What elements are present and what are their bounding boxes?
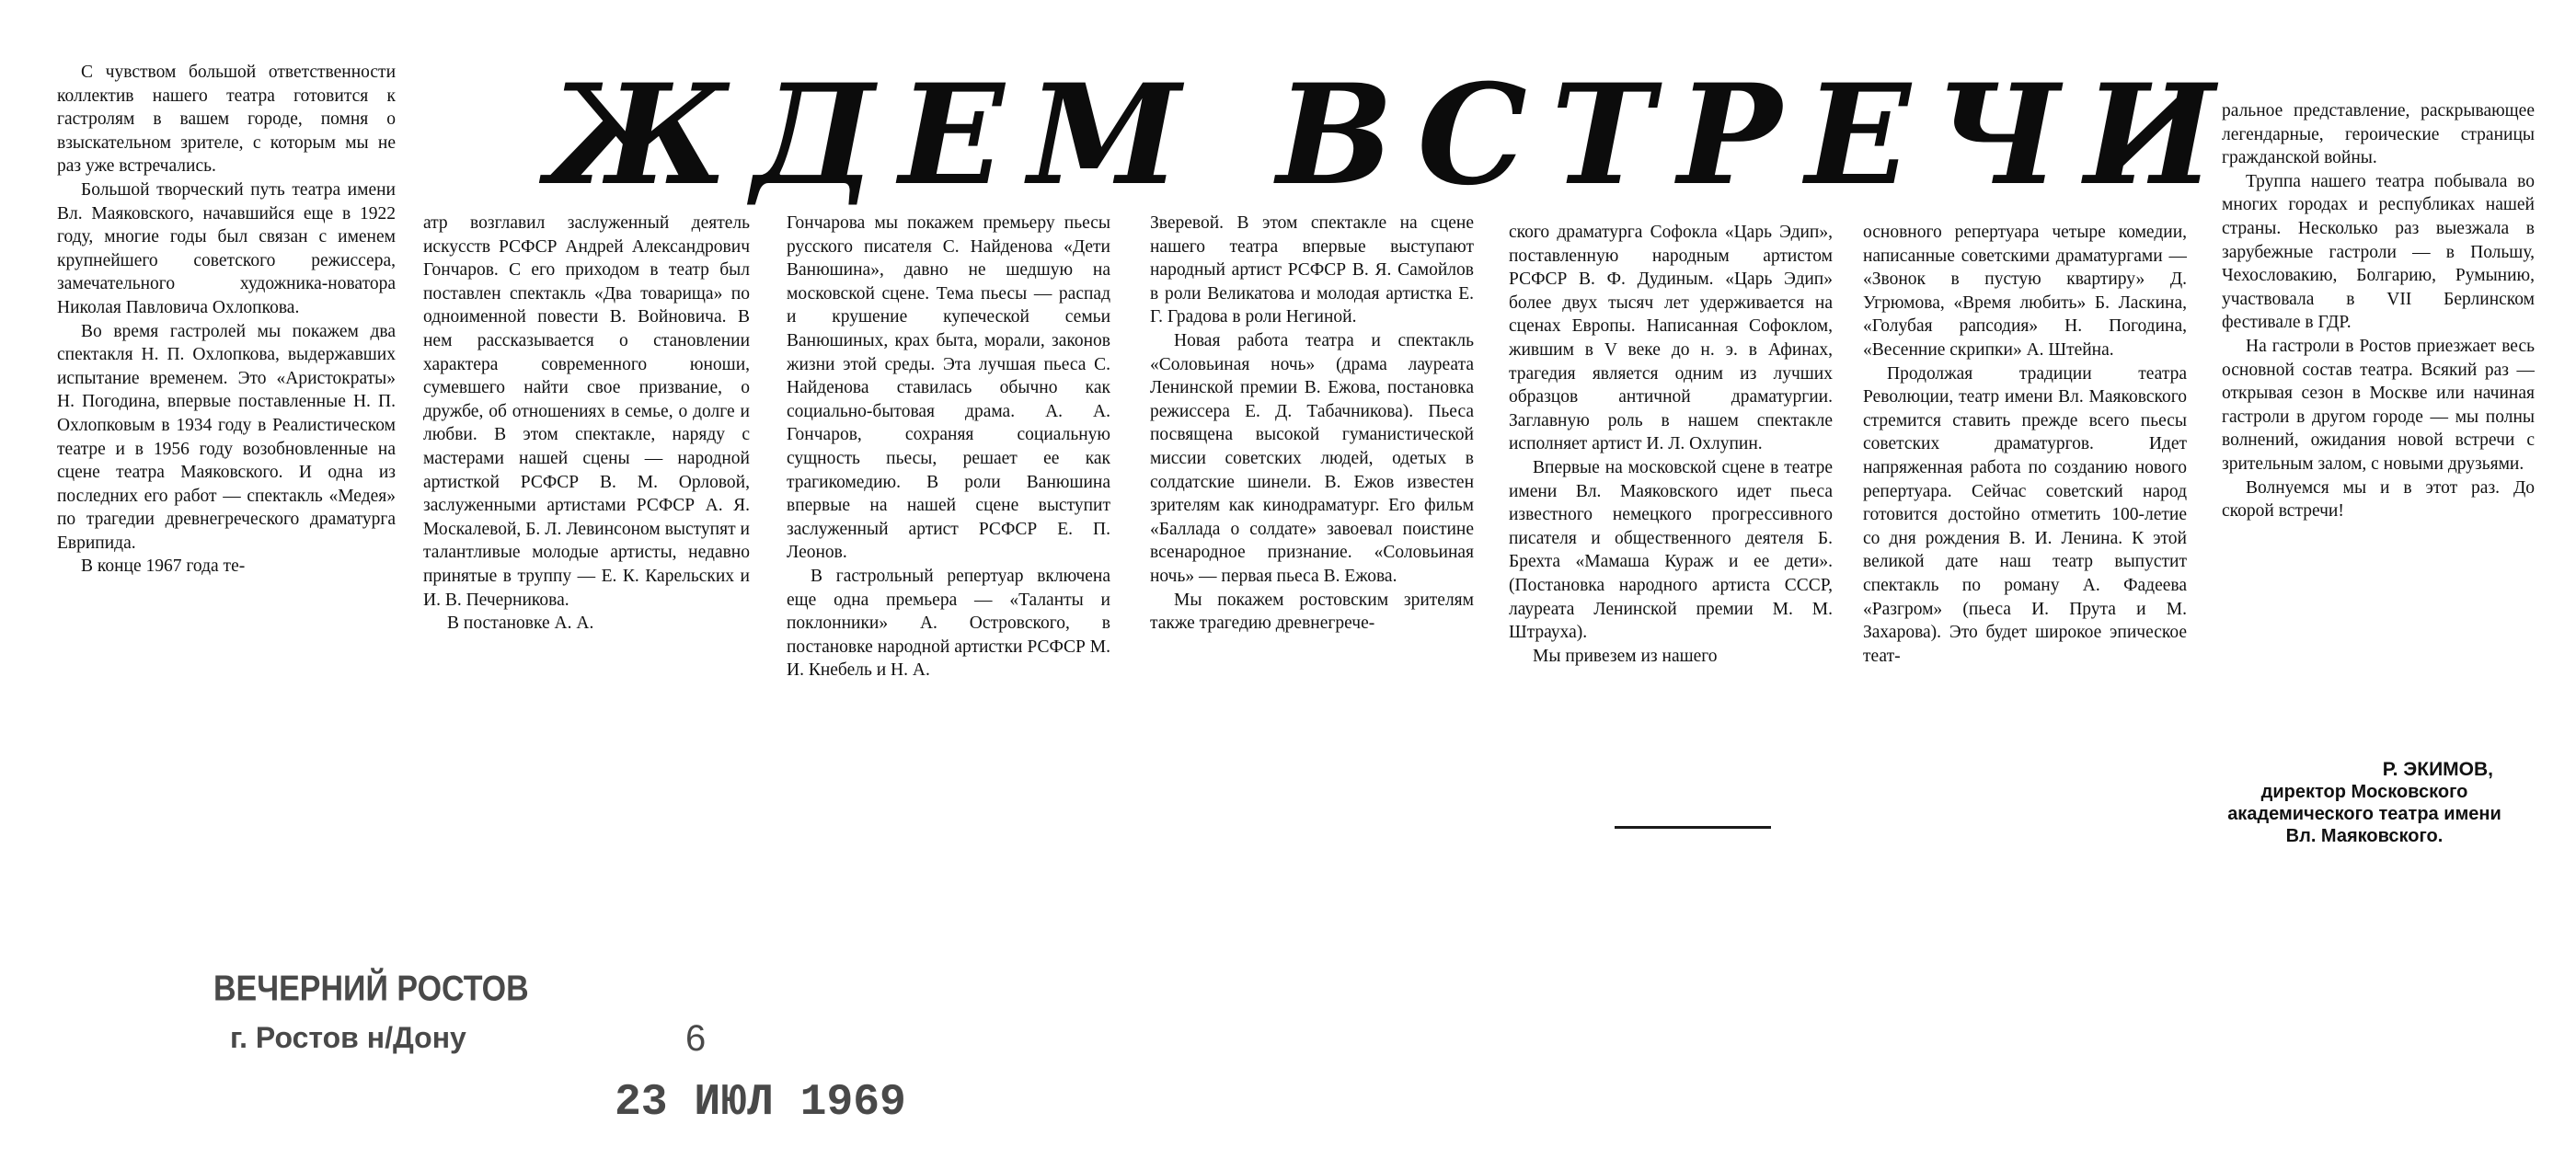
paragraph: Мы покажем ростовским зрителям также трагедию древнегрече- (1150, 590, 1474, 634)
author-name: Р. ЭКИМОВ, (2382, 759, 2493, 780)
article-column-2 (423, 212, 750, 800)
paragraph: В конце 1967 года те- (81, 556, 246, 577)
paragraph: Во время гастролей мы покажем два спектакля Н. П. Охлопкова, выдержавших испытание временем. Это «Аристократы» Н. Погодина, впервые поставленные Н. П. Охлопковым в 1934 году в Реалистическом театре и в 1956 году возобновленные на сцене театра Маяковского. И одна из последних его работ — спектакль «Медея» по трагедии древнегреческого драматурга Еврипида. (57, 321, 396, 553)
article-column-1 (57, 61, 396, 797)
paragraph: С чувством большой ответственности коллектив нашего театра готовится к гастролям в вашем городе, помня о взыскательном зрителе, с которым мы не раз уже встречались. (57, 63, 396, 177)
paragraph: Волнуемся мы и в этот раз. До скорой встречи! (2222, 477, 2535, 522)
article-column-3 (787, 212, 1110, 800)
article-column-6 (1863, 221, 2187, 846)
paragraph: Большой творческий путь театра имени Вл. Маяковского, начавшийся еще в 1922 году, многие годы был связан с именем крупнейшего советского режиссера, замечательного художника-новатора Николая Павловича Охлопкова. (57, 179, 396, 317)
paragraph: основного репертуара четыре комедии, написанные советскими драматургами — «Звонок в пустую квартиру» Д. Угрюмова, «Время любить» Б. Ласкина, «Голубая рапсодия» Н. Погодина, «Весенние скрипки» А. Штейна. (1863, 223, 2187, 360)
paragraph: Продолжая традиции театра Революции, театр имени Вл. Маяковского стремится ставить прежде всего пьесы советских драматургов. Идет напряженная работа по созданию нового репертуара. Сейчас советский народ готовится достойно отметить 100-летие со дня рождения В. И. Ленина. К этой великой дате наш театр выпустит спектакль по роману А. Фадеева «Разгром» (пьеса И. Прута и М. Захарова). Это будет широкое эпическое теат- (1863, 363, 2187, 666)
paragraph: На гастроли в Ростов приезжает весь основной состав театра. Всякий раз — открывая сезон в Москве или начиная гастроли в другом городе — мы полны волнений, ожидания новой встречи с зрительным залом, с новыми друзьями. (2222, 336, 2535, 474)
paragraph: Мы привезем из нашего (1533, 646, 1718, 666)
article-column-5 (1509, 221, 1833, 809)
paragraph: атр возглавил заслуженный деятель искусств РСФСР Андрей Александрович Гончаров. С его приходом в театр был поставлен спектакль «Два товарища» по одноименной повести В. Войновича. В нем рассказывается о становлении характера современного юноши, сумевшего найти свое призвание, о дружбе, об отношениях в семье, о долге и любви. В этом спектакле, наряду с мастерами нашей сцены — народной артисткой РСФСР В. М. Орловой, заслуженными артистами РСФСР А. Я. Москалевой, Б. Л. Левинсоном выступят и талантливые молодые артисты, недавно принятые в труппу — Е. К. Карельских и И. В. Печерникова. (423, 213, 750, 610)
paragraph: Зверевой. В этом спектакле на сцене нашего театра впервые выступают народный артист РСФСР В. Я. Самойлов в роли Великатова и молодая артистка Е. Г. Градова в роли Негиной. (1150, 213, 1474, 327)
paragraph: Впервые на московской сцене в театре имени Вл. Маяковского идет пьеса известного немецкого прогрессивного писателя и общественного деятеля Б. Брехта «Мамаша Кураж и ее дети». (Постановка народного артиста СССР, лауреата Ленинской премии М. М. Штрауха). (1509, 457, 1833, 643)
paragraph: ральное представление, раскрывающее легендарные, героические страницы гражданской войны. (2222, 101, 2535, 168)
date-stamp: 23 ИЮЛ 1969 (615, 1078, 906, 1128)
author-signature (2217, 759, 2512, 847)
paragraph: Труппа нашего театра побывала во многих городах и республиках нашей страны. Несколько раз выезжала в зарубежные гастроли — в Польшу, Чехословакию, Болгарию, Румынию, участвовала в VII Берлинском фестивале в ГДР. (2222, 171, 2535, 333)
column-divider-rule (1615, 826, 1771, 829)
paragraph: Гончарова мы покажем премьеру пьесы русского писателя С. Найденова «Дети Ванюшина», давно не шедшую на московской сцене. Тема пьесы — распад и крушение купеческой семьи Ванюшиных, крах быта, морали, законов жизни этой среды. Эта лучшая пьеса С. Найденова ставилась обычно как социально-бытовая драма. А. А. Гончаров, сохраняя социальную сущность пьесы, решает ее как трагикомедию. В роли Ванюшина впервые на нашей сцене выступит заслуженный артист РСФСР Е. П. Леонов. (787, 213, 1110, 563)
paragraph: ского драматурга Софокла «Царь Эдип», поставленную народным артистом РСФСР В. Ф. Дудиным. «Царь Эдип» более двух тысяч лет удерживается на сценах Европы. Написанная Софоклом, жившим в V веке до н. э. в Афинах, трагедия является одним из лучших образцов античной драматургии. Заглавную роль в нашем спектакле исполняет артист И. Л. Охлупин. (1509, 223, 1833, 454)
paragraph: В постановке А. А. (447, 614, 594, 634)
author-title: директор Московского академического театра имени Вл. Маяковского. (2227, 782, 2501, 846)
newspaper-name-stamp: ВЕЧЕРНИЙ РОСТОВ (213, 969, 529, 1009)
city-stamp: г. Ростов н/Дону (230, 1021, 466, 1054)
article-column-7 (2222, 99, 2535, 752)
paragraph: Новая работа театра и спектакль «Соловьиная ночь» (драма лауреата Ленинской премии В. Ежова, постановка режиссера Е. Д. Табачникова). Пьеса посвящена высокой гуманистической миссии советских людей, одетых в солдатские шинели. В. Ежов известен зрителям как кинодраматург. Его фильм «Баллада о солдате» завоевал поистине всенародное признание. «Соловьиная ночь» — первая пьеса В. Ежова. (1150, 330, 1474, 586)
article-column-4 (1150, 212, 1474, 800)
article-headline: ЖДЕМ ВСТРЕЧИ (547, 54, 2239, 216)
paragraph: В гастрольный репертуар включена еще одна премьера — «Таланты и поклонники» А. Островского, в постановке народной артистки РСФСР М. И. Кнебель и Н. А. (787, 566, 1110, 681)
handwritten-mark: 6 (685, 1018, 707, 1059)
